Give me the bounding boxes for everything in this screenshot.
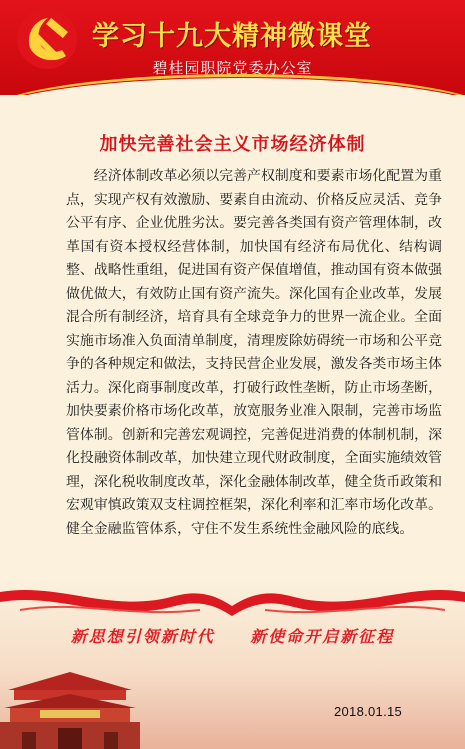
article-title: 加快完善社会主义市场经济体制 — [99, 134, 366, 155]
slogan — [0, 624, 465, 647]
tiananmen-image — [0, 650, 140, 749]
slogan-left: 新思想引领新时代 — [70, 627, 215, 646]
page-title: 学习十九大精神微课堂 — [92, 21, 372, 52]
footer-banner — [0, 580, 465, 749]
red-ribbon-decoration — [0, 580, 465, 620]
date-label: 2018.01.15 — [334, 704, 403, 719]
header-banner — [0, 0, 465, 95]
page-subtitle: 碧桂园职院党委办公室 — [152, 59, 313, 77]
slogan-right: 新使命开启新征程 — [250, 627, 395, 646]
article-body: 经济体制改革必须以完善产权制度和要素市场化配置为重点，实现产权有效激励、要素自由流动、价格反应灵活、竞争公平有序、企业优胜劣汰。要完善各类国有资产管理体制，改革国有资本授权经营体制，加快国有经济布局优化、结构调整、战略性重组，促进国有资产保值增值，推动国有资本做强做优做大，有效防止国有资产流失。深化国有企业改革，发展混合所有制经济，培育具有全球竞争力的世界一流企业。全面实施市场准入负面清单制度，清理废除妨碍统一市场和公平竞争的各种规定和做法，支持民营企业发展，激发各类市场主体活力。深化商事制度改革，打破行政性垄断，防止市场垄断，加快要素价格市场化改革，放宽服务业准入限制，完善市场监管体制。创新和完善宏观调控，完善促进消费的体制机制，深化投融资体制改革，加快建立现代财政制度，全面实施绩效管理，深化税收制度改革，深化金融体制改革，健全货币政策和宏观审慎政策双支柱调控框架，深化利率和汇率市场化改革。健全金融监管体系，守住不发生系统性金融风险的底线。 — [66, 168, 442, 537]
